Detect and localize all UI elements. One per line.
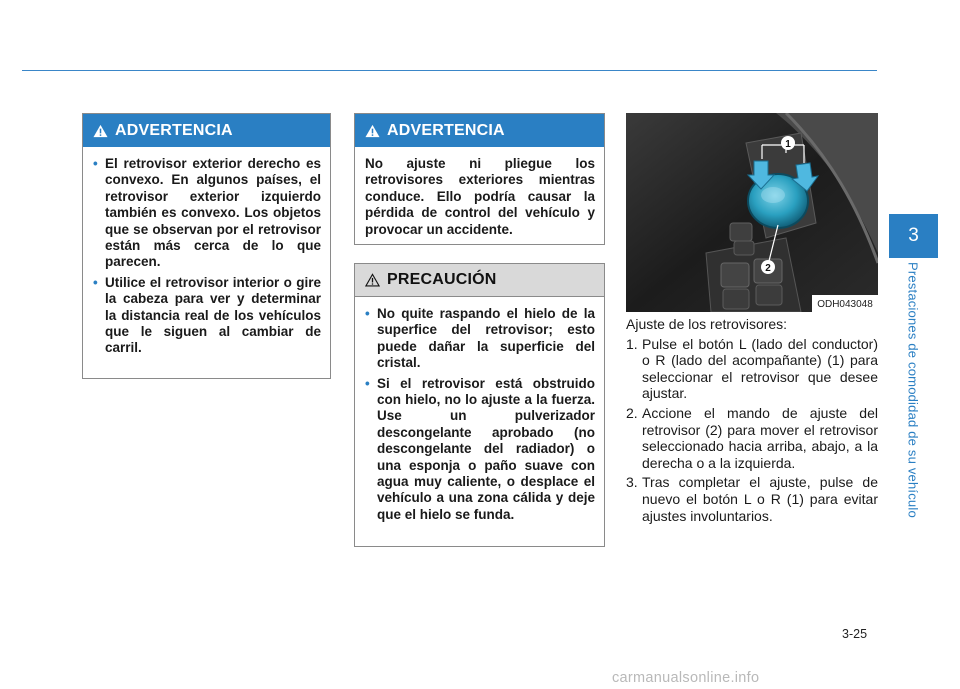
list-item-text: No quite raspando el hielo de la superfice del retrovisor; esto puede dañar la superficie del cristal. bbox=[377, 306, 595, 371]
list-item bbox=[93, 156, 321, 271]
step-number: 1. bbox=[626, 335, 638, 352]
caution-header bbox=[355, 264, 604, 297]
watermark: carmanualsonline.info bbox=[612, 670, 760, 686]
list-item bbox=[626, 405, 878, 471]
step-text: Pulse el botón L (lado del conductor) o R (lado del acompañante) (1) para seleccionar el retrovisor que desee ajustar. bbox=[642, 335, 878, 402]
page-number: 3-25 bbox=[842, 627, 868, 641]
mirror-control-photo bbox=[626, 113, 878, 312]
warning-triangle-icon bbox=[365, 124, 380, 138]
mirror-control-illustration bbox=[626, 113, 878, 312]
list-item bbox=[365, 376, 595, 524]
list-item-text: Utilice el retrovisor interior o gire la cabeza para ver y determinar la distancia real de los vehículos que le siguen al cambiar de carril. bbox=[105, 274, 321, 356]
step-number: 2. bbox=[626, 404, 638, 421]
chapter-tab: 3 bbox=[889, 214, 938, 258]
list-item bbox=[365, 306, 595, 372]
step-text: Accione el mando de ajuste del retrovisor (2) para mover el retrovisor seleccionado hacia arriba, abajo, a la derecha o a la izquierda. bbox=[642, 404, 878, 471]
list-item-text: El retrovisor exterior derecho es convexo. En algunos países, el retrovisor exterior izquierdo también es convexo. Los objetos que se observan por el retrovisor están más cerca de lo que parecen. bbox=[105, 156, 321, 270]
bullet-icon: • bbox=[365, 306, 370, 321]
caution-body bbox=[355, 297, 604, 537]
list-item bbox=[626, 336, 878, 402]
warning-body bbox=[355, 147, 604, 248]
list-item-text: Si el retrovisor está obstruido con hielo, no lo ajuste a la fuerza. Use un pulverizador descongelante aprobado (no descongelante del radiador) o una esponja o paño suave con agua muy caliente, o desplace el vehículo a una zona cálida y deje que el hielo se funda. bbox=[377, 375, 595, 522]
warning-title: ADVERTENCIA bbox=[115, 121, 233, 139]
warning-box-middle bbox=[354, 113, 605, 245]
warning-text: No ajuste ni pliegue los retrovisores exteriores mientras conduce. Ello podría causar la pérdida de control del vehículo y provocar un accidente. bbox=[365, 156, 595, 237]
caution-box bbox=[354, 263, 605, 547]
step-number: 3. bbox=[626, 474, 638, 491]
warning-triangle-icon bbox=[93, 124, 108, 138]
bullet-icon: • bbox=[93, 156, 98, 171]
warning-box-left bbox=[82, 113, 331, 379]
warning-title: ADVERTENCIA bbox=[387, 121, 505, 139]
figure-code: ODH043048 bbox=[817, 299, 873, 310]
warning-header bbox=[355, 114, 604, 147]
instructions bbox=[626, 316, 878, 527]
chapter-title: Prestaciones de comodidad de su vehículo bbox=[905, 262, 921, 518]
caution-title: PRECAUCIÓN bbox=[387, 271, 497, 288]
top-rule bbox=[22, 70, 877, 71]
list-item bbox=[93, 275, 321, 357]
warning-header bbox=[83, 114, 330, 147]
callout-1-label: 1 bbox=[785, 139, 791, 150]
bullet-icon: • bbox=[365, 375, 370, 391]
step-text: Tras completar el ajuste, pulse de nuevo el botón L o R (1) para evitar ajustes involuntarios. bbox=[642, 474, 878, 524]
list-item bbox=[626, 474, 878, 524]
bullet-icon: • bbox=[93, 274, 98, 290]
warning-body bbox=[83, 147, 330, 371]
callout-2-label: 2 bbox=[765, 263, 771, 274]
instructions-lead: Ajuste de los retrovisores: bbox=[626, 316, 788, 332]
caution-triangle-icon bbox=[365, 273, 380, 287]
